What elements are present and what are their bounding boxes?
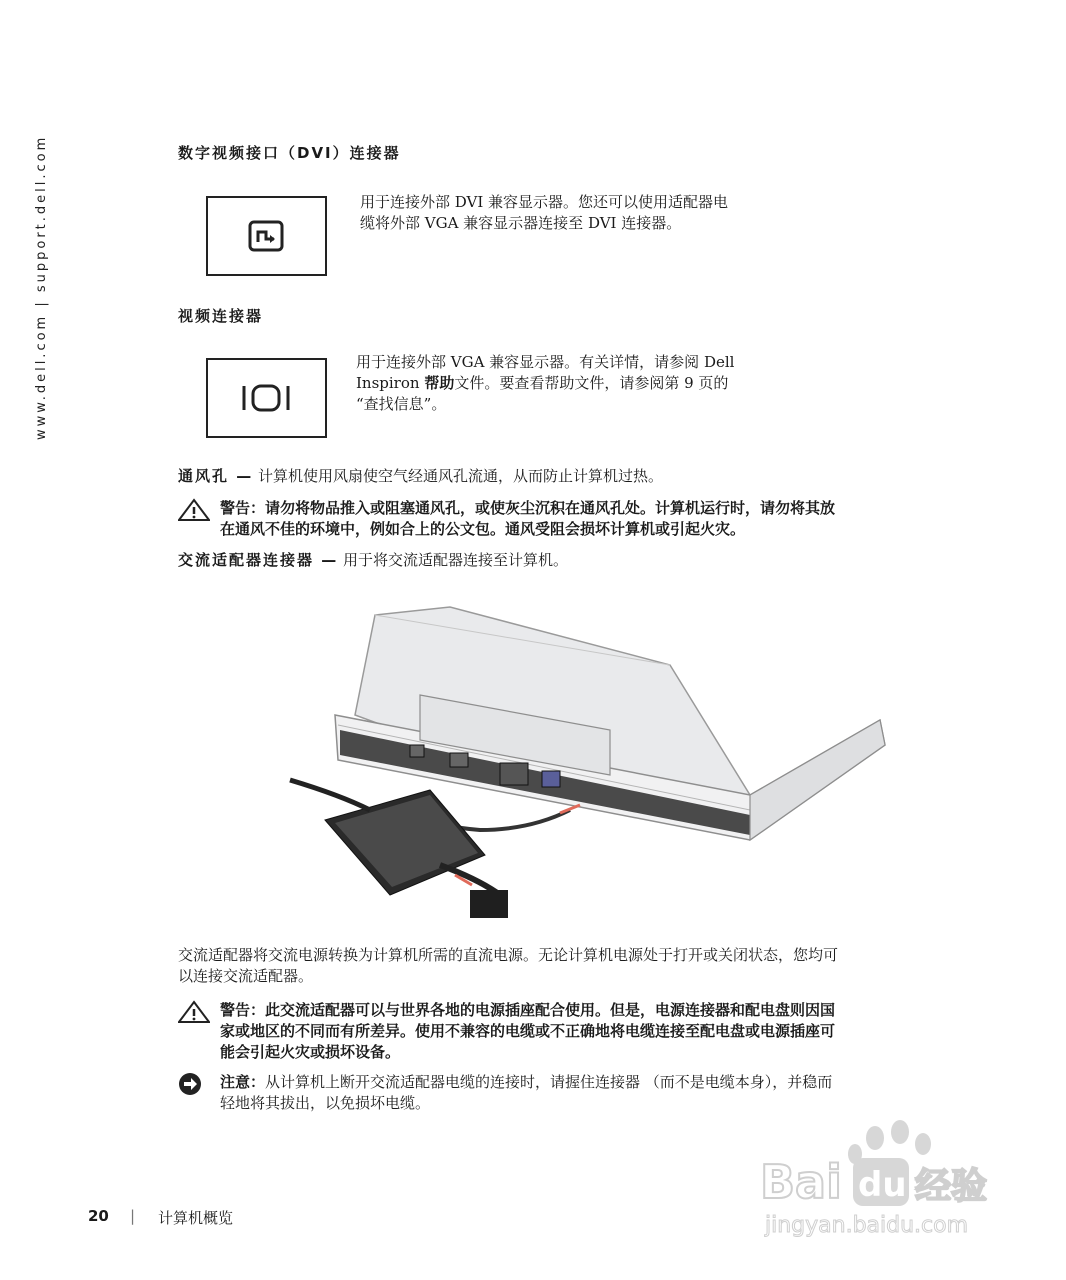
ac-connector-paragraph: 交流适配器连接器 — 用于将交流适配器连接至计算机。 [178,551,569,569]
vent-paragraph: 通风孔 — 计算机使用风扇使空气经通风孔流通，从而防止计算机过热。 [178,467,664,485]
warning-triangle-icon [178,1000,210,1024]
svg-text:Bai: Bai [760,1155,842,1209]
dvi-port-icon [208,198,325,274]
video-heading: 视频连接器 [178,307,264,325]
dvi-port-box [206,196,327,276]
svg-text:经验: 经验 [915,1166,988,1207]
vga-port-box [206,358,327,438]
warning-vent: 警告：请勿将物品推入或阻塞通风孔，或使灰尘沉积在通风孔处。计算机运行时，请勿将其放 在通风不佳的环境中，例如合上的公文包。通风受阻会损坏计算机或引起火灾。 [178,498,978,542]
dvi-description: 用于连接外部 DVI 兼容显示器。您还可以使用适配器电 缆将外部 VGA 兼容显示器连接至 DVI 连接器。 [360,193,729,232]
vga-port-icon [208,360,325,436]
dvi-heading: 数字视频接口（DVI）连接器 [178,144,401,162]
ac-adapter-description: 交流适配器将交流电源转换为计算机所需的直流电源。无论计算机电源处于打开或关闭状态，您均可 以连接交流适配器。 [178,946,839,985]
svg-text:jingyan.baidu.com: jingyan.baidu.com [765,1213,969,1238]
svg-text:du: du [858,1165,907,1205]
warning-ac-adapter: 警告：此交流适配器可以与世界各地的电源插座配合使用。但是，电源连接器和配电盘则因国 家或地区的不同而有所差异。使用不兼容的电缆或不正确地将电缆连接至配电盘或电源插座可 能会引起火灾或损坏设备。 [178,1000,978,1066]
page-number: 20 [88,1207,109,1225]
baidu-paw-logo [755,1120,1005,1240]
sidebar-text: www.dell.com | support.dell.com [34,134,49,440]
footer-chapter-title: 计算机概览 [158,1209,234,1227]
notice-ac-cable: 注意：从计算机上断开交流适配器电缆的连接时，请握住连接器 （而不是电缆本身），并稳而 轻地将其拔出，以免损坏电缆。 [178,1072,978,1116]
footer-separator: | [130,1207,136,1225]
notice-icon [178,1072,204,1096]
baidu-jingyan-watermark [755,1120,1005,1240]
sidebar-url [34,134,54,440]
laptop-ac-adapter-illustration [280,595,900,940]
warning-triangle-icon [178,498,210,522]
video-description: 用于连接外部 VGA 兼容显示器。有关详情，请参阅 Dell Inspiron 帮助文件。要查看帮助文件，请参阅第 9 页的 “查找信息”。 [356,353,735,413]
